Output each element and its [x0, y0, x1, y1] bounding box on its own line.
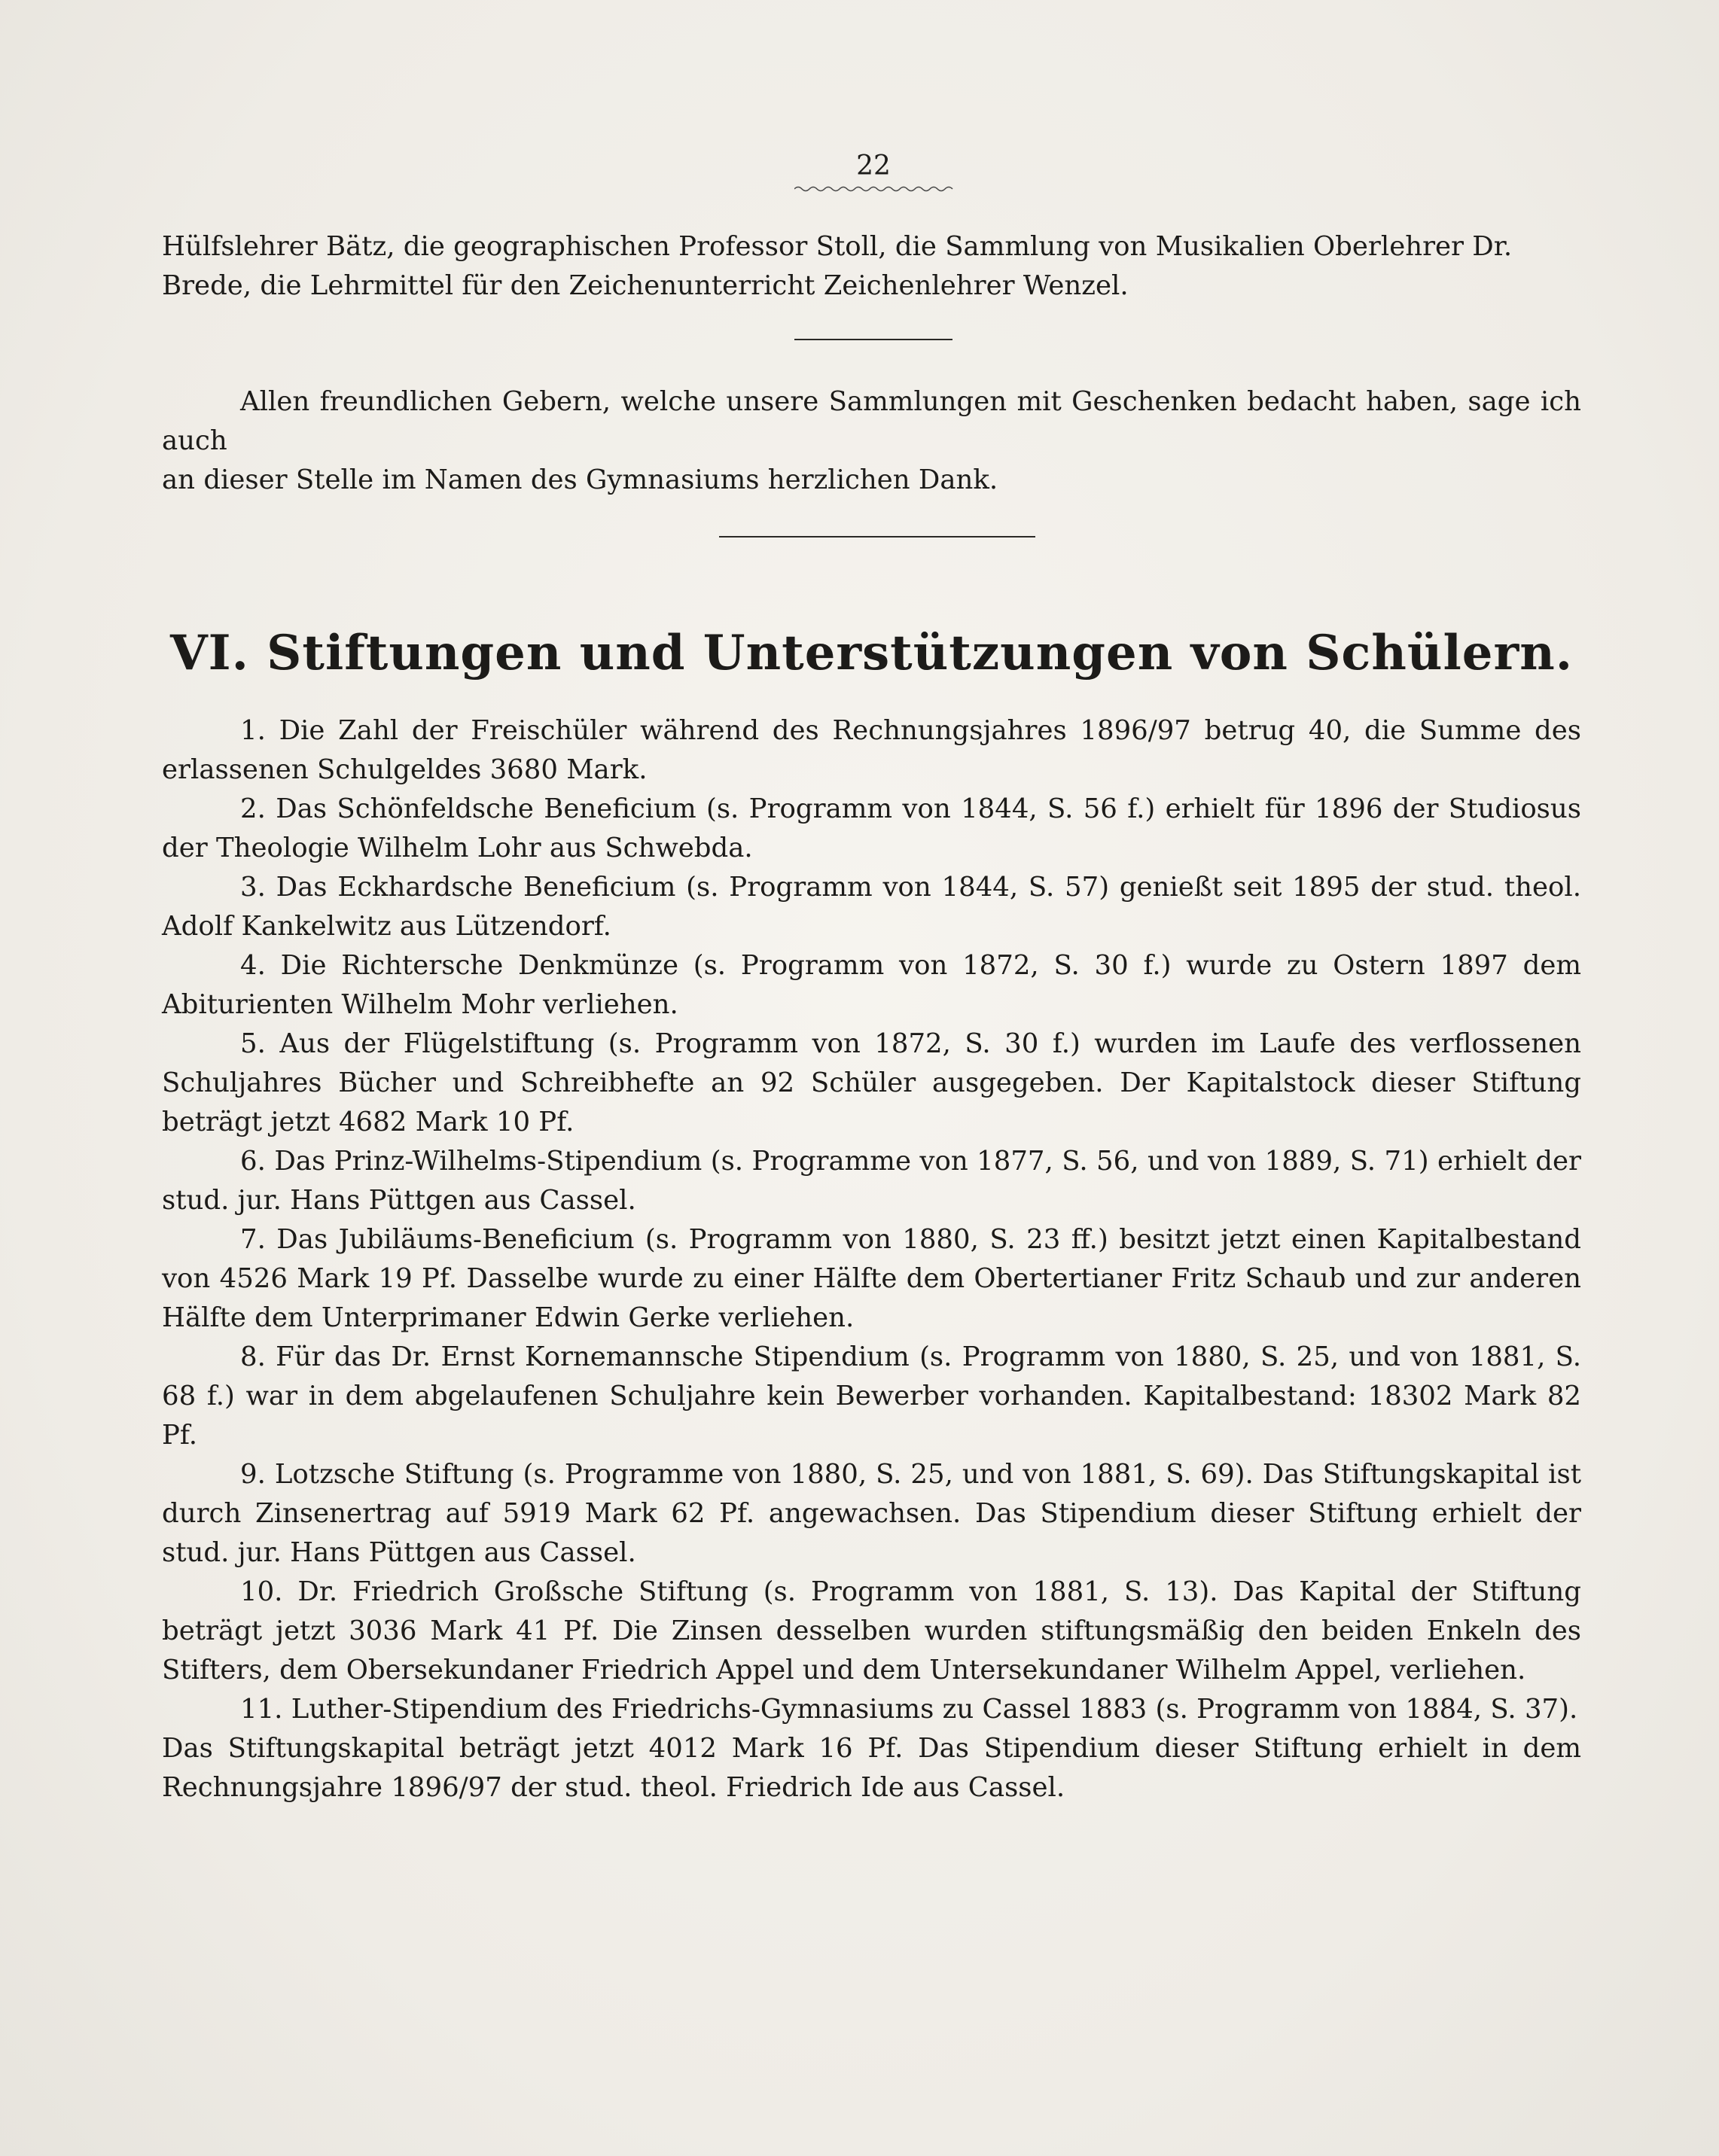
page-number-ornament	[794, 185, 956, 193]
intro-line-2: Brede, die Lehrmittel für den Zeichenunterricht Zeichenlehrer Wenzel.	[162, 270, 1129, 301]
list-item-1: 1. Die Zahl der Freischüler während des Rechnungsjahres 1896/97 betrug 40, die Summe des erlassenen Schulgeldes 3680 Mark.	[162, 715, 1581, 785]
list-item-4: 4. Die Richtersche Denkmünze (s. Programm von 1872, S. 30 f.) wurde zu Ostern 1897 dem Abiturienten Wilhelm Mohr verliehen.	[162, 950, 1581, 1020]
list-item-10: 10. Dr. Friedrich Großsche Stiftung (s. Programm von 1881, S. 13). Das Kapital der Stiftung beträgt jetzt 3036 Mark 41 Pf. Die Zinsen desselben wurden stiftungsmäßig den beiden Enkeln des Stifters, dem Obersekundaner Friedrich Appel und dem Untersekundaner Wilhelm Appel, verliehen.	[162, 1576, 1581, 1686]
foundations-list	[162, 711, 1581, 1807]
page-number: 22	[856, 151, 891, 181]
list-item-9: 9. Lotzsche Stiftung (s. Programme von 1880, S. 25, und von 1881, S. 69). Das Stiftungskapital ist durch Zinsenertrag auf 5919 Mark 62 Pf. angewachsen. Das Stipendium dieser Stiftung erhielt der stud. jur. Hans Püttgen aus Cassel.	[162, 1459, 1581, 1568]
list-item-7: 7. Das Jubiläums-Beneficium (s. Programm von 1880, S. 23 ff.) besitzt jetzt einen Kapitalbestand von 4526 Mark 19 Pf. Dasselbe wurde zu einer Hälfte dem Obertertianer Fritz Schaub und zur anderen Hälfte dem Unterprimaner Edwin Gerke verliehen.	[162, 1224, 1581, 1333]
thanks-paragraph	[162, 382, 1581, 500]
list-item-11: 11. Luther-Stipendium des Friedrichs-Gymnasiums zu Cassel 1883 (s. Programm von 1884, S. 37).	[240, 1694, 1578, 1725]
divider-short	[794, 339, 952, 340]
thanks-line-2: an dieser Stelle im Namen des Gymnasiums herzlichen Dank.	[162, 464, 998, 495]
section-divider	[719, 536, 1035, 537]
intro-paragraph	[162, 227, 1581, 306]
list-item-2: 2. Das Schönfeldsche Beneficium (s. Programm von 1844, S. 56 f.) erhielt für 1896 der Studiosus der Theologie Wilhelm Lohr aus Schwebda.	[162, 793, 1581, 863]
thanks-line-1: Allen freundlichen Gebern, welche unsere Sammlungen mit Geschenken bedacht haben, sage ich auch	[162, 386, 1581, 456]
section-heading: VI. Stiftungen und Unterstützungen von Schülern.	[170, 625, 1573, 681]
list-item-3: 3. Das Eckhardsche Beneficium (s. Programm von 1844, S. 57) genießt seit 1895 der stud. theol. Adolf Kankelwitz aus Lützendorf.	[162, 872, 1581, 942]
intro-line-1: Hülfslehrer Bätz, die geographischen Professor Stoll, die Sammlung von Musikalien Oberlehrer Dr.	[162, 231, 1513, 262]
list-item-8: 8. Für das Dr. Ernst Kornemannsche Stipendium (s. Programm von 1880, S. 25, und von 1881, S. 68 f.) war in dem abgelaufenen Schuljahre kein Bewerber vorhanden. Kapitalbestand: 18302 Mark 82 Pf.	[162, 1341, 1581, 1451]
closing-paragraph: Das Stiftungskapital beträgt jetzt 4012 Mark 16 Pf. Das Stipendium dieser Stiftung erhielt in dem Rechnungsjahre 1896/97 der stud. theol. Friedrich Ide aus Cassel.	[162, 1733, 1581, 1803]
list-item-6: 6. Das Prinz-Wilhelms-Stipendium (s. Programme von 1877, S. 56, und von 1889, S. 71) erhielt der stud. jur. Hans Püttgen aus Cassel.	[162, 1146, 1581, 1216]
list-item-5: 5. Aus der Flügelstiftung (s. Programm von 1872, S. 30 f.) wurden im Laufe des verflossenen Schuljahres Bücher und Schreibhefte an 92 Schüler ausgegeben. Der Kapitalstock dieser Stiftung beträgt jetzt 4682 Mark 10 Pf.	[162, 1028, 1581, 1137]
